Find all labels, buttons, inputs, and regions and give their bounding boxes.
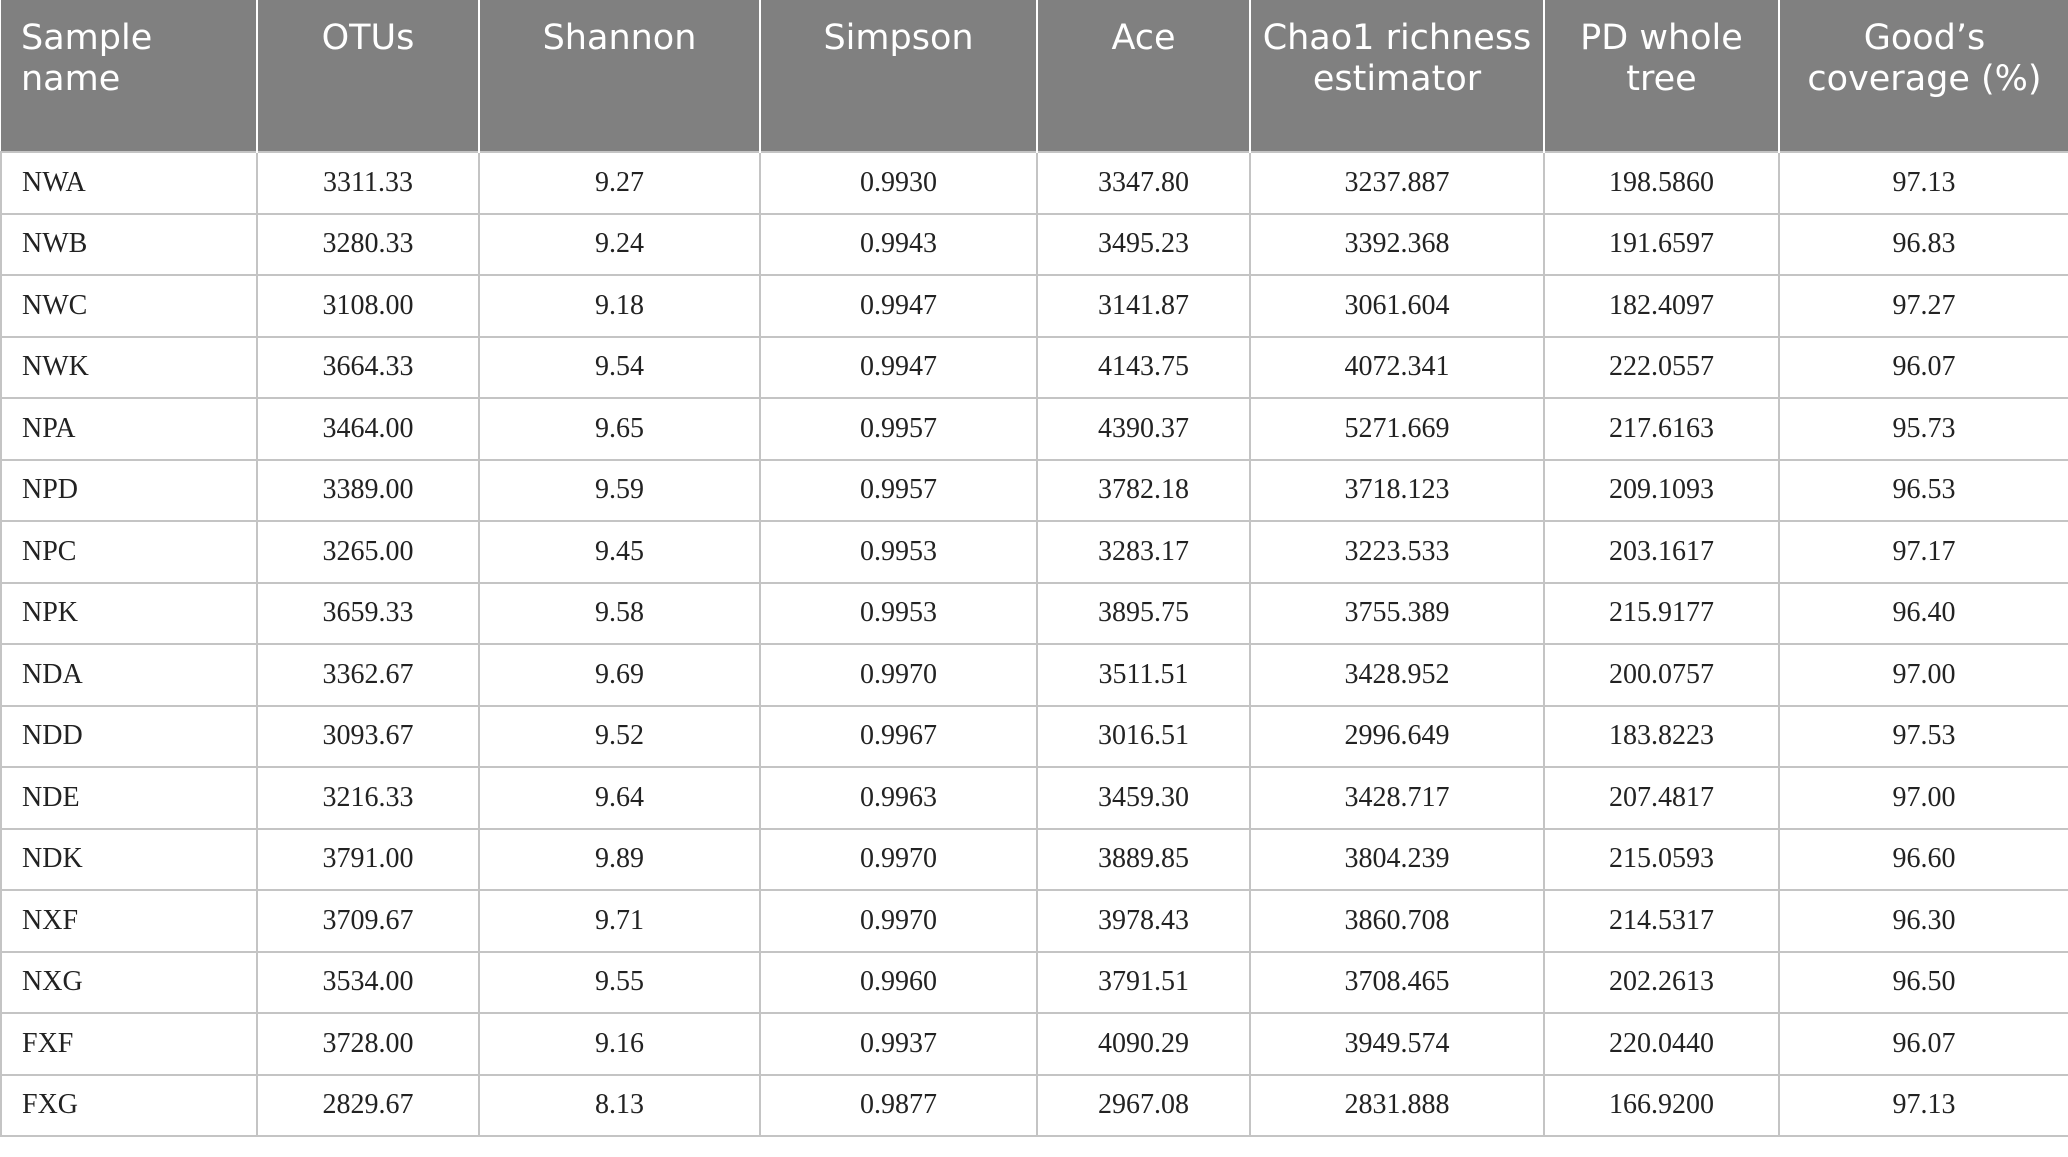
table-cell: 96.30	[1779, 890, 2068, 952]
table-cell: 4390.37	[1037, 398, 1250, 460]
table-cell: 207.4817	[1544, 767, 1779, 829]
header-chao1: Chao1 richness estimator	[1250, 0, 1544, 152]
table-cell: 96.83	[1779, 214, 2068, 276]
table-cell: 9.55	[479, 952, 760, 1014]
table-cell: 0.9943	[760, 214, 1037, 276]
sample-name-cell: NPC	[1, 521, 257, 583]
table-cell: 2967.08	[1037, 1075, 1250, 1137]
table-cell: 202.2613	[1544, 952, 1779, 1014]
header-simpson: Simpson	[760, 0, 1037, 152]
sample-name-cell: NDK	[1, 829, 257, 891]
table-cell: 220.0440	[1544, 1013, 1779, 1075]
table-cell: 3237.887	[1250, 152, 1544, 214]
header-sample-name: Sample name	[1, 0, 257, 152]
sample-name-cell: FXF	[1, 1013, 257, 1075]
table-cell: 0.9967	[760, 706, 1037, 768]
table-cell: 0.9963	[760, 767, 1037, 829]
header-goods-coverage: Good’s coverage (%)	[1779, 0, 2068, 152]
table-cell: 3093.67	[257, 706, 479, 768]
table-cell: 3347.80	[1037, 152, 1250, 214]
table-cell: 183.8223	[1544, 706, 1779, 768]
table-row	[1, 644, 2068, 706]
table-cell: 3534.00	[257, 952, 479, 1014]
sample-name-cell: NPD	[1, 460, 257, 522]
table-cell: 0.9970	[760, 829, 1037, 891]
table-cell: 96.07	[1779, 1013, 2068, 1075]
table-cell: 215.0593	[1544, 829, 1779, 891]
table-cell: 3782.18	[1037, 460, 1250, 522]
table-row	[1, 952, 2068, 1014]
table-cell: 3459.30	[1037, 767, 1250, 829]
table-cell: 3311.33	[257, 152, 479, 214]
table-cell: 96.60	[1779, 829, 2068, 891]
table-cell: 96.07	[1779, 337, 2068, 399]
table-cell: 3280.33	[257, 214, 479, 276]
table-body	[1, 152, 2068, 1136]
table-cell: 9.18	[479, 275, 760, 337]
table-cell: 3791.00	[257, 829, 479, 891]
header-ace: Ace	[1037, 0, 1250, 152]
table-cell: 9.45	[479, 521, 760, 583]
table-cell: 0.9957	[760, 460, 1037, 522]
table-cell: 0.9877	[760, 1075, 1037, 1137]
table-cell: 97.00	[1779, 644, 2068, 706]
table-cell: 9.52	[479, 706, 760, 768]
table-cell: 3265.00	[257, 521, 479, 583]
table-cell: 96.50	[1779, 952, 2068, 1014]
table-cell: 3392.368	[1250, 214, 1544, 276]
table-cell: 95.73	[1779, 398, 2068, 460]
table-cell: 3362.67	[257, 644, 479, 706]
table-row	[1, 460, 2068, 522]
table-cell: 217.6163	[1544, 398, 1779, 460]
sample-name-cell: NDD	[1, 706, 257, 768]
sample-name-cell: NWB	[1, 214, 257, 276]
table-cell: 97.13	[1779, 1075, 2068, 1137]
sample-name-cell: NDE	[1, 767, 257, 829]
sample-name-cell: NXG	[1, 952, 257, 1014]
table-cell: 0.9947	[760, 337, 1037, 399]
table-cell: 97.13	[1779, 152, 2068, 214]
table-row	[1, 398, 2068, 460]
table-cell: 3495.23	[1037, 214, 1250, 276]
table-cell: 3428.952	[1250, 644, 1544, 706]
sample-name-cell: NPA	[1, 398, 257, 460]
table-cell: 3860.708	[1250, 890, 1544, 952]
table-cell: 182.4097	[1544, 275, 1779, 337]
table-cell: 0.9957	[760, 398, 1037, 460]
table-row	[1, 829, 2068, 891]
table-cell: 96.53	[1779, 460, 2068, 522]
table-cell: 9.54	[479, 337, 760, 399]
header-shannon: Shannon	[479, 0, 760, 152]
table-cell: 3709.67	[257, 890, 479, 952]
table-cell: 3755.389	[1250, 583, 1544, 645]
table-row	[1, 152, 2068, 214]
table-cell: 96.40	[1779, 583, 2068, 645]
table-cell: 0.9970	[760, 890, 1037, 952]
table-cell: 3016.51	[1037, 706, 1250, 768]
sample-name-cell: NPK	[1, 583, 257, 645]
table-cell: 9.16	[479, 1013, 760, 1075]
table-cell: 3895.75	[1037, 583, 1250, 645]
sample-name-cell: NWK	[1, 337, 257, 399]
table-cell: 3428.717	[1250, 767, 1544, 829]
table-row	[1, 706, 2068, 768]
table-header	[1, 0, 2068, 152]
table-cell: 9.24	[479, 214, 760, 276]
table-cell: 3804.239	[1250, 829, 1544, 891]
table-cell: 4143.75	[1037, 337, 1250, 399]
table-row	[1, 583, 2068, 645]
table-row	[1, 1013, 2068, 1075]
table-cell: 3108.00	[257, 275, 479, 337]
table-cell: 214.5317	[1544, 890, 1779, 952]
table-cell: 4072.341	[1250, 337, 1544, 399]
table-row	[1, 275, 2068, 337]
header-pd-whole-tree: PD whole tree	[1544, 0, 1779, 152]
sample-name-cell: NWC	[1, 275, 257, 337]
table-cell: 9.64	[479, 767, 760, 829]
sample-name-cell: NXF	[1, 890, 257, 952]
table-cell: 0.9930	[760, 152, 1037, 214]
table-row	[1, 337, 2068, 399]
table-cell: 97.53	[1779, 706, 2068, 768]
table-cell: 3889.85	[1037, 829, 1250, 891]
sample-name-cell: NDA	[1, 644, 257, 706]
table-cell: 4090.29	[1037, 1013, 1250, 1075]
table-cell: 97.27	[1779, 275, 2068, 337]
table-cell: 203.1617	[1544, 521, 1779, 583]
table-cell: 166.9200	[1544, 1075, 1779, 1137]
table-row	[1, 767, 2068, 829]
table-row	[1, 1075, 2068, 1137]
table-cell: 9.89	[479, 829, 760, 891]
table-cell: 3464.00	[257, 398, 479, 460]
table-cell: 191.6597	[1544, 214, 1779, 276]
table-cell: 222.0557	[1544, 337, 1779, 399]
table-cell: 9.69	[479, 644, 760, 706]
table-cell: 3791.51	[1037, 952, 1250, 1014]
table-cell: 97.00	[1779, 767, 2068, 829]
table-cell: 3216.33	[257, 767, 479, 829]
table-cell: 3511.51	[1037, 644, 1250, 706]
table-cell: 9.59	[479, 460, 760, 522]
table-cell: 198.5860	[1544, 152, 1779, 214]
table-cell: 3389.00	[257, 460, 479, 522]
table-cell: 3949.574	[1250, 1013, 1544, 1075]
table-cell: 97.17	[1779, 521, 2068, 583]
table-cell: 9.58	[479, 583, 760, 645]
table-cell: 9.27	[479, 152, 760, 214]
table-cell: 5271.669	[1250, 398, 1544, 460]
table-cell: 0.9953	[760, 521, 1037, 583]
table-cell: 2829.67	[257, 1075, 479, 1137]
table-cell: 2996.649	[1250, 706, 1544, 768]
table-cell: 0.9947	[760, 275, 1037, 337]
table-cell: 3664.33	[257, 337, 479, 399]
table-cell: 215.9177	[1544, 583, 1779, 645]
table-cell: 3283.17	[1037, 521, 1250, 583]
table-cell: 3141.87	[1037, 275, 1250, 337]
table-row	[1, 214, 2068, 276]
table-cell: 3061.604	[1250, 275, 1544, 337]
table-cell: 9.71	[479, 890, 760, 952]
table-cell: 3728.00	[257, 1013, 479, 1075]
table-row	[1, 890, 2068, 952]
header-otus: OTUs	[257, 0, 479, 152]
table-cell: 9.65	[479, 398, 760, 460]
table-cell: 0.9960	[760, 952, 1037, 1014]
table-cell: 3978.43	[1037, 890, 1250, 952]
table-cell: 3708.465	[1250, 952, 1544, 1014]
table-cell: 3718.123	[1250, 460, 1544, 522]
table-cell: 8.13	[479, 1075, 760, 1137]
table-cell: 0.9953	[760, 583, 1037, 645]
header-row	[1, 0, 2068, 152]
table-cell: 3223.533	[1250, 521, 1544, 583]
table-row	[1, 521, 2068, 583]
table-cell: 200.0757	[1544, 644, 1779, 706]
table-cell: 0.9970	[760, 644, 1037, 706]
table-cell: 0.9937	[760, 1013, 1037, 1075]
table-cell: 209.1093	[1544, 460, 1779, 522]
table-cell: 3659.33	[257, 583, 479, 645]
sample-name-cell: FXG	[1, 1075, 257, 1137]
sample-name-cell: NWA	[1, 152, 257, 214]
table-cell: 2831.888	[1250, 1075, 1544, 1137]
